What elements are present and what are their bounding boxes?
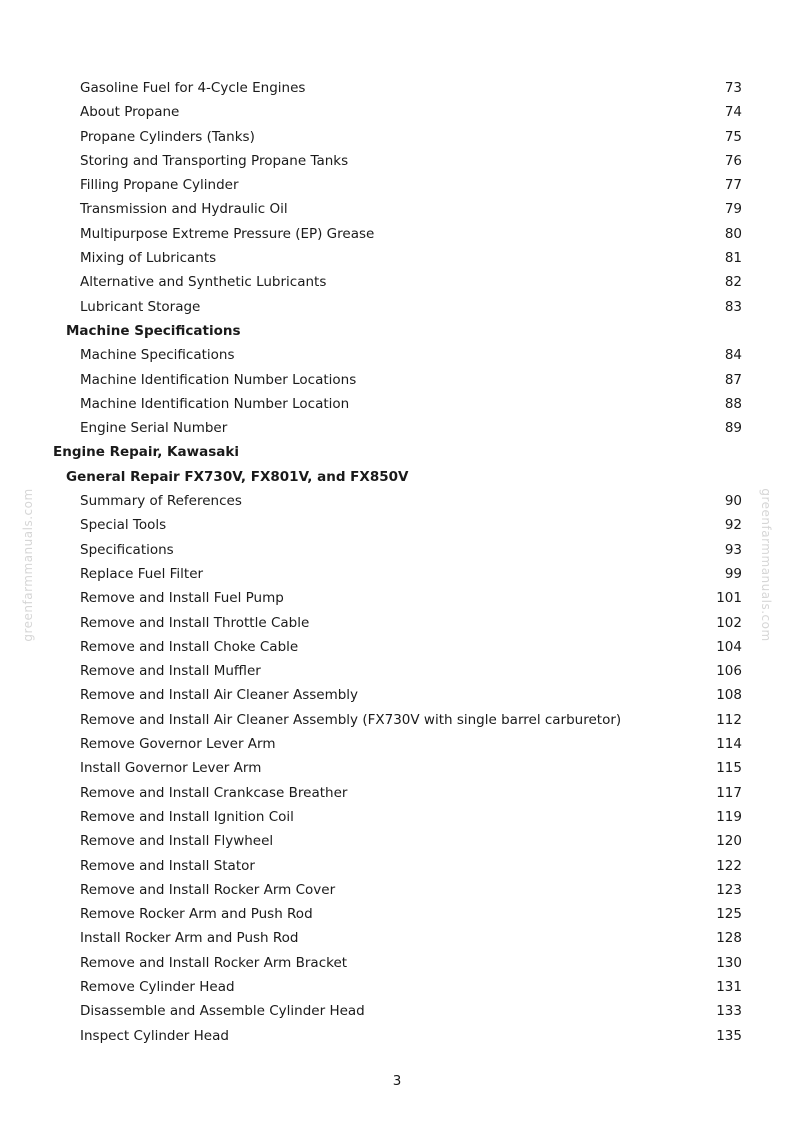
toc-entry-page: 108 bbox=[716, 687, 742, 704]
toc-entry-title: Remove and Install Choke Cable bbox=[80, 638, 299, 655]
toc-entry-title: Inspect Cylinder Head bbox=[80, 1027, 229, 1044]
toc-entry[interactable] bbox=[0, 878, 794, 902]
toc-entry-title: Remove and Install Throttle Cable bbox=[80, 614, 310, 631]
toc-entry-title: Remove and Install Air Cleaner Assembly bbox=[80, 687, 359, 704]
toc-entry-page: 133 bbox=[716, 1003, 742, 1020]
toc-entry-title: Engine Repair, Kawasaki bbox=[53, 444, 239, 461]
toc-entry[interactable] bbox=[0, 659, 794, 683]
toc-entry-page: 81 bbox=[724, 250, 742, 267]
toc-entry-title: Remove Governor Lever Arm bbox=[80, 736, 276, 753]
toc-entry-title: Machine Identification Number Location bbox=[80, 395, 350, 412]
toc-entry[interactable] bbox=[0, 270, 794, 294]
toc-entry-page: 92 bbox=[724, 517, 742, 534]
toc-entry[interactable] bbox=[0, 197, 794, 221]
toc-entry-page: 101 bbox=[716, 590, 742, 607]
toc-heading[interactable] bbox=[0, 319, 794, 343]
toc-entry-page: 87 bbox=[724, 371, 742, 388]
toc-entry-page: 120 bbox=[716, 833, 742, 850]
toc-entry-title: Filling Propane Cylinder bbox=[80, 177, 239, 194]
toc-heading[interactable] bbox=[0, 465, 794, 489]
toc-entry-page: 104 bbox=[716, 638, 742, 655]
toc-entry[interactable] bbox=[0, 975, 794, 999]
toc-entry[interactable] bbox=[0, 611, 794, 635]
toc-entry-title: Lubricant Storage bbox=[80, 298, 201, 315]
toc-entry-title: Remove and Install Air Cleaner Assembly (FX730V with single barrel carburetor) bbox=[80, 711, 622, 728]
toc-entry[interactable] bbox=[0, 586, 794, 610]
toc-entry-page: 74 bbox=[724, 104, 742, 121]
toc-entry-title: Engine Serial Number bbox=[80, 420, 228, 437]
page-number: 3 bbox=[392, 1073, 402, 1089]
watermark-right: greenfarmmanuals.com bbox=[759, 488, 773, 642]
toc-entry-title: Remove Cylinder Head bbox=[80, 978, 235, 995]
toc-entry-page: 102 bbox=[716, 614, 742, 631]
toc-entry-page: 115 bbox=[716, 760, 742, 777]
toc-entry-title: Special Tools bbox=[80, 517, 167, 534]
toc-entry-title: Remove and Install Rocker Arm Bracket bbox=[80, 954, 348, 971]
toc-entry-title: Remove and Install Flywheel bbox=[80, 833, 274, 850]
toc-entry-page: 83 bbox=[724, 298, 742, 315]
toc-entry-page: 88 bbox=[724, 395, 742, 412]
toc-entry-page: 73 bbox=[724, 80, 742, 96]
toc-entry-title: Replace Fuel Filter bbox=[80, 565, 204, 582]
toc-entry-title: Storing and Transporting Propane Tanks bbox=[80, 152, 349, 169]
toc-entry[interactable] bbox=[0, 368, 794, 392]
toc-entry-title: Gasoline Fuel for 4-Cycle Engines bbox=[80, 80, 306, 96]
toc-entry-page: 82 bbox=[724, 274, 742, 291]
toc-entry-page: 135 bbox=[716, 1027, 742, 1044]
toc-entry-title: Remove and Install Muffler bbox=[80, 663, 261, 680]
toc-entry[interactable] bbox=[0, 538, 794, 562]
toc-entry[interactable] bbox=[0, 781, 794, 805]
toc-entry[interactable] bbox=[0, 76, 794, 100]
toc-entry-title: Machine Identification Number Locations bbox=[80, 371, 357, 388]
toc-entry-title: Machine Specifications bbox=[66, 322, 241, 339]
toc-entry-page: 117 bbox=[716, 784, 742, 801]
toc-entry[interactable] bbox=[0, 951, 794, 975]
toc-entry-title: Remove Rocker Arm and Push Rod bbox=[80, 906, 313, 923]
toc-entry-title: Mixing of Lubricants bbox=[80, 250, 217, 267]
toc-entry[interactable] bbox=[0, 343, 794, 367]
toc-entry-title: Summary of References bbox=[80, 493, 242, 510]
toc-entry[interactable] bbox=[0, 173, 794, 197]
toc-entry-title: Alternative and Synthetic Lubricants bbox=[80, 274, 327, 291]
toc-entry[interactable] bbox=[0, 805, 794, 829]
toc-entry-page: 76 bbox=[724, 152, 742, 169]
toc-entry[interactable] bbox=[0, 732, 794, 756]
toc-entry[interactable] bbox=[0, 246, 794, 270]
toc-entry-title: Transmission and Hydraulic Oil bbox=[80, 201, 288, 218]
table-of-contents bbox=[0, 76, 794, 1048]
toc-entry[interactable] bbox=[0, 926, 794, 950]
toc-entry-title: Machine Specifications bbox=[80, 347, 235, 364]
toc-entry[interactable] bbox=[0, 149, 794, 173]
toc-entry-page: 93 bbox=[724, 541, 742, 558]
toc-entry-page: 99 bbox=[724, 565, 742, 582]
toc-entry[interactable] bbox=[0, 854, 794, 878]
toc-entry-page: 112 bbox=[716, 711, 742, 728]
toc-entry[interactable] bbox=[0, 1024, 794, 1048]
toc-entry[interactable] bbox=[0, 708, 794, 732]
toc-entry[interactable] bbox=[0, 999, 794, 1023]
toc-entry-page: 123 bbox=[716, 881, 742, 898]
toc-entry[interactable] bbox=[0, 635, 794, 659]
toc-heading[interactable] bbox=[0, 440, 794, 464]
toc-entry-page: 122 bbox=[716, 857, 742, 874]
toc-entry-page: 131 bbox=[716, 978, 742, 995]
toc-entry[interactable] bbox=[0, 902, 794, 926]
toc-entry-title: About Propane bbox=[80, 104, 180, 121]
toc-entry-title: Remove and Install Ignition Coil bbox=[80, 808, 294, 825]
toc-entry-page: 125 bbox=[716, 906, 742, 923]
toc-entry[interactable] bbox=[0, 756, 794, 780]
toc-entry-page: 128 bbox=[716, 930, 742, 947]
watermark-left: greenfarmmanuals.com bbox=[21, 488, 35, 642]
toc-entry-title: Remove and Install Stator bbox=[80, 857, 255, 874]
toc-entry-page: 80 bbox=[724, 225, 742, 242]
toc-entry[interactable] bbox=[0, 829, 794, 853]
toc-entry[interactable] bbox=[0, 125, 794, 149]
toc-entry-title: Install Governor Lever Arm bbox=[80, 760, 262, 777]
toc-entry-page: 119 bbox=[716, 808, 742, 825]
toc-entry-title: Disassemble and Assemble Cylinder Head bbox=[80, 1003, 365, 1020]
toc-entry[interactable] bbox=[0, 489, 794, 513]
toc-entry-page: 90 bbox=[724, 493, 742, 510]
toc-entry[interactable] bbox=[0, 513, 794, 537]
toc-entry[interactable] bbox=[0, 222, 794, 246]
toc-entry-title: Remove and Install Fuel Pump bbox=[80, 590, 284, 607]
toc-entry-page: 77 bbox=[724, 177, 742, 194]
toc-entry[interactable] bbox=[0, 100, 794, 124]
toc-entry-title: Multipurpose Extreme Pressure (EP) Grease bbox=[80, 225, 375, 242]
toc-entry-page: 84 bbox=[724, 347, 742, 364]
toc-entry-page: 75 bbox=[724, 128, 742, 145]
toc-entry[interactable] bbox=[0, 416, 794, 440]
toc-entry-title: Propane Cylinders (Tanks) bbox=[80, 128, 255, 145]
toc-entry[interactable] bbox=[0, 392, 794, 416]
toc-entry[interactable] bbox=[0, 562, 794, 586]
toc-entry-page: 130 bbox=[716, 954, 742, 971]
toc-entry-page: 106 bbox=[716, 663, 742, 680]
toc-entry-title: General Repair FX730V, FX801V, and FX850V bbox=[66, 468, 409, 485]
toc-entry-page: 79 bbox=[724, 201, 742, 218]
toc-entry-page: 89 bbox=[724, 420, 742, 437]
toc-entry-page: 114 bbox=[716, 736, 742, 753]
toc-entry-title: Specifications bbox=[80, 541, 174, 558]
toc-entry-title: Install Rocker Arm and Push Rod bbox=[80, 930, 299, 947]
toc-entry[interactable] bbox=[0, 683, 794, 707]
toc-entry[interactable] bbox=[0, 295, 794, 319]
toc-entry-title: Remove and Install Rocker Arm Cover bbox=[80, 881, 336, 898]
toc-entry-title: Remove and Install Crankcase Breather bbox=[80, 784, 348, 801]
